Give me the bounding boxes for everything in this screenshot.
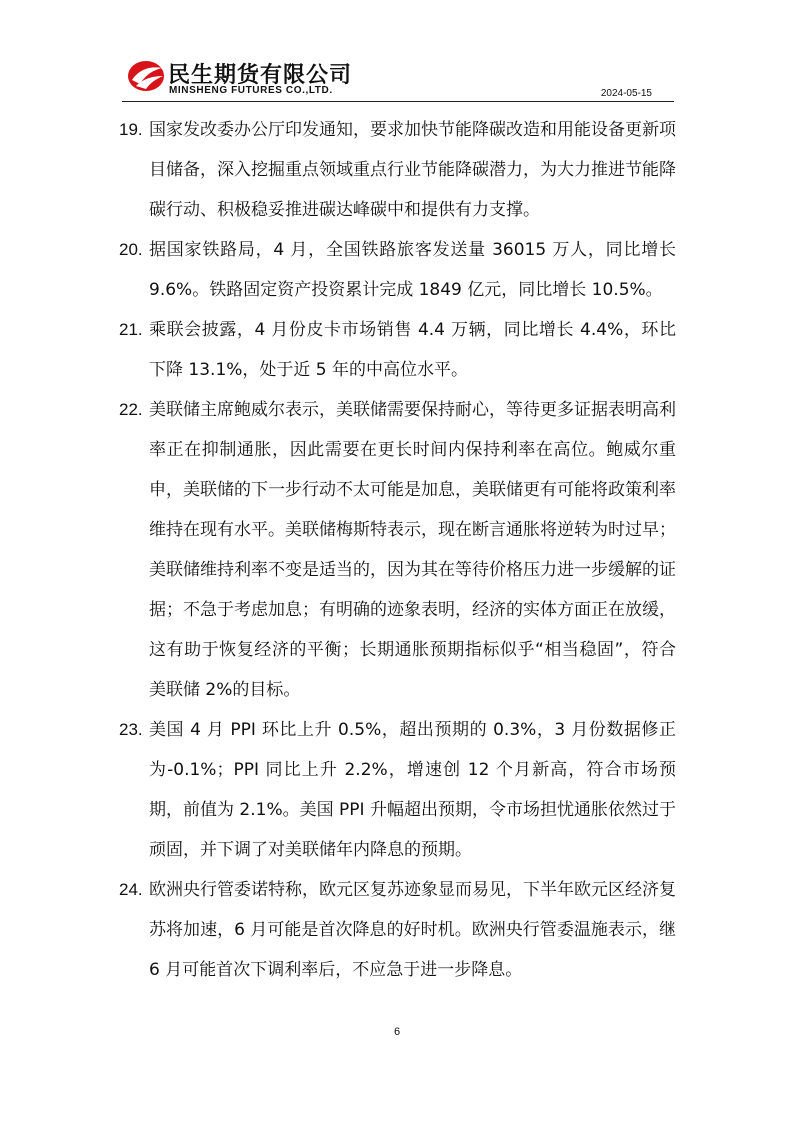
page-header bbox=[122, 54, 674, 102]
brand-name-english: MINSHENG FUTURES CO.,LTD. bbox=[169, 85, 333, 96]
item-text: 美联储主席鲍威尔表示，美联储需要保持耐心，等待更多证据表明高利率正在抑制通胀，因此需要在更长时间内保持利率在高位。鲍威尔重申，美联储的下一步行动不太可能是加息，美联储更有可能将政策利率维持在现有水平。美联储梅斯特表示，现在断言通胀将逆转为时过早；美联储维持利率不变是适当的，因为其在等待价格压力进一步缓解的证据；不急于考虑加息；有明确的迹象表明，经济的实体方面正在放缓，这有助于恢复经济的平衡；长期通胀预期指标似乎“相当稳固”，符合美联储 2%的目标。 bbox=[149, 400, 676, 700]
item-number: 19. bbox=[119, 120, 143, 139]
item-text: 欧洲央行管委诺特称，欧元区复苏迹象显而易见，下半年欧元区经济复苏将加速，6 月可能是首次降息的好时机。欧洲央行管委温施表示，继 6 月可能首次下调利率后，不应急于进一步降息。 bbox=[149, 880, 676, 980]
header-divider bbox=[122, 101, 674, 102]
item-number: 21. bbox=[119, 320, 143, 339]
item-text: 乘联会披露，4 月份皮卡市场销售 4.4 万辆，同比增长 4.4%，环比下降 13.1%，处于近 5 年的中高位水平。 bbox=[149, 320, 676, 380]
item-number: 24. bbox=[119, 880, 143, 899]
item-text: 国家发改委办公厅印发通知，要求加快节能降碳改造和用能设备更新项目储备，深入挖掘重点领域重点行业节能降碳潜力，为大力推进节能降碳行动、积极稳妥推进碳达峰碳中和提供有力支撑。 bbox=[149, 120, 676, 220]
news-item-19 bbox=[120, 110, 676, 230]
minsheng-swoosh-logo-icon bbox=[126, 58, 166, 94]
news-item-22 bbox=[120, 390, 676, 710]
brand-name-chinese: 民生期货有限公司 bbox=[168, 63, 353, 88]
news-item-24 bbox=[120, 870, 676, 990]
item-text: 美国 4 月 PPI 环比上升 0.5%，超出预期的 0.3%，3 月份数据修正为-0.1%；PPI 同比上升 2.2%，增速创 12 个月新高，符合市场预期，前值为 2.1%。美国 PPI 升幅超出预期，令市场担忧通胀依然过于顽固，并下调了对美联储年内降息的预期。 bbox=[149, 720, 676, 860]
item-number: 20. bbox=[119, 240, 143, 259]
news-item-21 bbox=[120, 310, 676, 390]
item-number: 23. bbox=[119, 720, 143, 739]
report-date: 2024-05-15 bbox=[600, 88, 652, 99]
page-number: 6 bbox=[393, 1026, 401, 1038]
item-text: 据国家铁路局，4 月，全国铁路旅客发送量 36015 万人，同比增长 9.6%。铁路固定资产投资累计完成 1849 亿元，同比增长 10.5%。 bbox=[149, 240, 676, 300]
news-item-20 bbox=[120, 230, 676, 310]
news-item-23 bbox=[120, 710, 676, 870]
item-number: 22. bbox=[119, 400, 143, 419]
news-list bbox=[120, 110, 676, 990]
